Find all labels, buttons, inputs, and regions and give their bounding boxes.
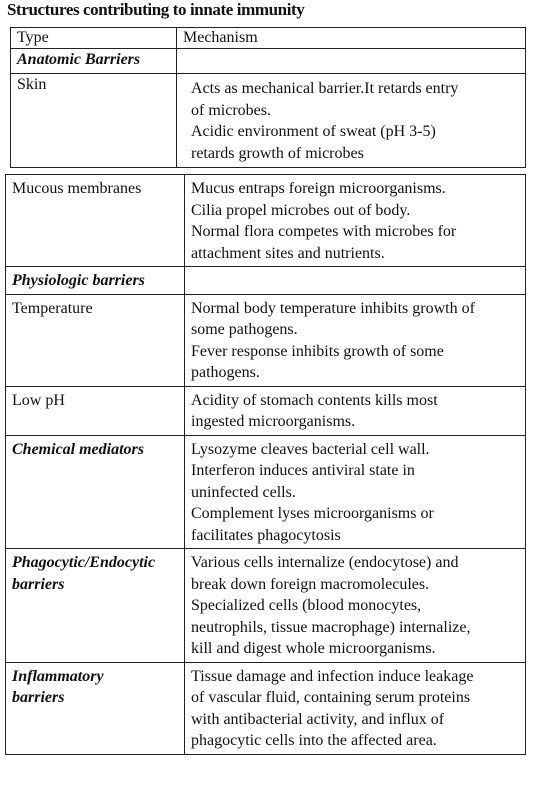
mechanism-line: with antibacterial activity, and influx of xyxy=(191,710,445,728)
type-label: Phagocytic/Endocytic xyxy=(12,554,156,571)
table-part-1 xyxy=(10,27,526,168)
section-row xyxy=(6,267,526,295)
type-label: Skin xyxy=(17,76,47,93)
mechanism-line: neutrophils, tissue macrophage) internalize, xyxy=(191,618,471,636)
mechanism-line: Mucus entraps foreign microorganisms. xyxy=(191,180,446,197)
mechanism-cell xyxy=(185,662,526,754)
mechanism-line: Acts as mechanical barrier.It retards entry xyxy=(191,80,459,97)
type-label: barriers xyxy=(12,575,65,593)
mechanism-line: facilitates phagocytosis xyxy=(191,526,341,544)
mechanism-line: uninfected cells. xyxy=(191,483,296,501)
type-label: Low pH xyxy=(12,391,65,409)
type-label: Mucous membranes xyxy=(12,180,142,197)
type-label: barriers xyxy=(12,689,65,706)
table-row xyxy=(6,175,526,267)
mechanism-line: some pathogens. xyxy=(191,321,298,338)
table-row xyxy=(6,386,526,435)
section-row xyxy=(6,435,526,549)
type-cell xyxy=(6,386,185,435)
table-row xyxy=(6,294,526,386)
page-title: Structures contributing to innate immunity xyxy=(7,0,305,19)
mechanism-line: retards growth of microbes xyxy=(191,144,364,162)
mechanism-cell xyxy=(185,549,526,663)
header-mechanism: Mechanism xyxy=(177,28,526,49)
section-row xyxy=(6,662,526,754)
type-label: Temperature xyxy=(12,299,93,317)
mechanism-line: Specialized cells (blood monocytes, xyxy=(191,597,422,614)
mechanism-line: ingested microorganisms. xyxy=(191,413,356,430)
mechanism-line: of microbes. xyxy=(191,101,271,119)
type-cell xyxy=(11,74,177,168)
mechanism-line: Normal body temperature inhibits growth of xyxy=(191,299,475,317)
mechanism-line: kill and digest whole microorganisms. xyxy=(191,640,436,657)
mechanism-cell xyxy=(185,386,526,435)
table-part-2 xyxy=(5,174,526,755)
mechanism-line: pathogens. xyxy=(191,364,260,381)
mechanism-line: Normal flora competes with microbes for xyxy=(191,223,457,240)
mechanism-line: Cilia propel microbes out of body. xyxy=(191,201,411,219)
type-cell xyxy=(6,175,185,267)
type-cell xyxy=(6,294,185,386)
mechanism-line: attachment sites and nutrients. xyxy=(191,244,385,262)
table-header-row xyxy=(11,28,526,49)
mechanism-cell xyxy=(185,175,526,267)
mechanism-cell xyxy=(185,435,526,549)
type-cell xyxy=(6,435,185,549)
mechanism-line: Interferon induces antiviral state in xyxy=(191,462,415,479)
mechanism-line: of vascular fluid, containing serum proteins xyxy=(191,689,471,706)
mechanism-cell xyxy=(177,74,526,168)
mechanism-line: Acidic environment of sweat (pH 3-5) xyxy=(191,123,436,140)
mechanism-line: phagocytic cells into the affected area. xyxy=(191,732,437,749)
table-row xyxy=(11,74,526,168)
mechanism-cell xyxy=(185,267,526,295)
type-label: Physiologic barriers xyxy=(12,272,145,289)
type-cell xyxy=(6,549,185,663)
header-type: Type xyxy=(11,28,177,49)
mechanism-line: Lysozyme cleaves bacterial cell wall. xyxy=(191,440,430,458)
type-cell xyxy=(6,662,185,754)
mechanism-line: Tissue damage and infection induce leakage xyxy=(191,667,474,685)
mechanism-line: break down foreign macromolecules. xyxy=(191,575,430,593)
mechanism-cell xyxy=(177,49,526,74)
mechanism-cell xyxy=(185,294,526,386)
type-cell xyxy=(6,267,185,295)
mechanism-line: Acidity of stomach contents kills most xyxy=(191,391,438,409)
mechanism-line: Various cells internalize (endocytose) and xyxy=(191,554,459,571)
type-label: Anatomic Barriers xyxy=(17,51,141,68)
type-label: Inflammatory xyxy=(12,667,104,685)
type-label: Chemical mediators xyxy=(12,440,144,458)
section-row xyxy=(11,49,526,74)
section-row xyxy=(6,549,526,663)
mechanism-line: Fever response inhibits growth of some xyxy=(191,342,444,360)
mechanism-line: Complement lyses microorganisms or xyxy=(191,505,434,522)
type-cell xyxy=(11,49,177,74)
